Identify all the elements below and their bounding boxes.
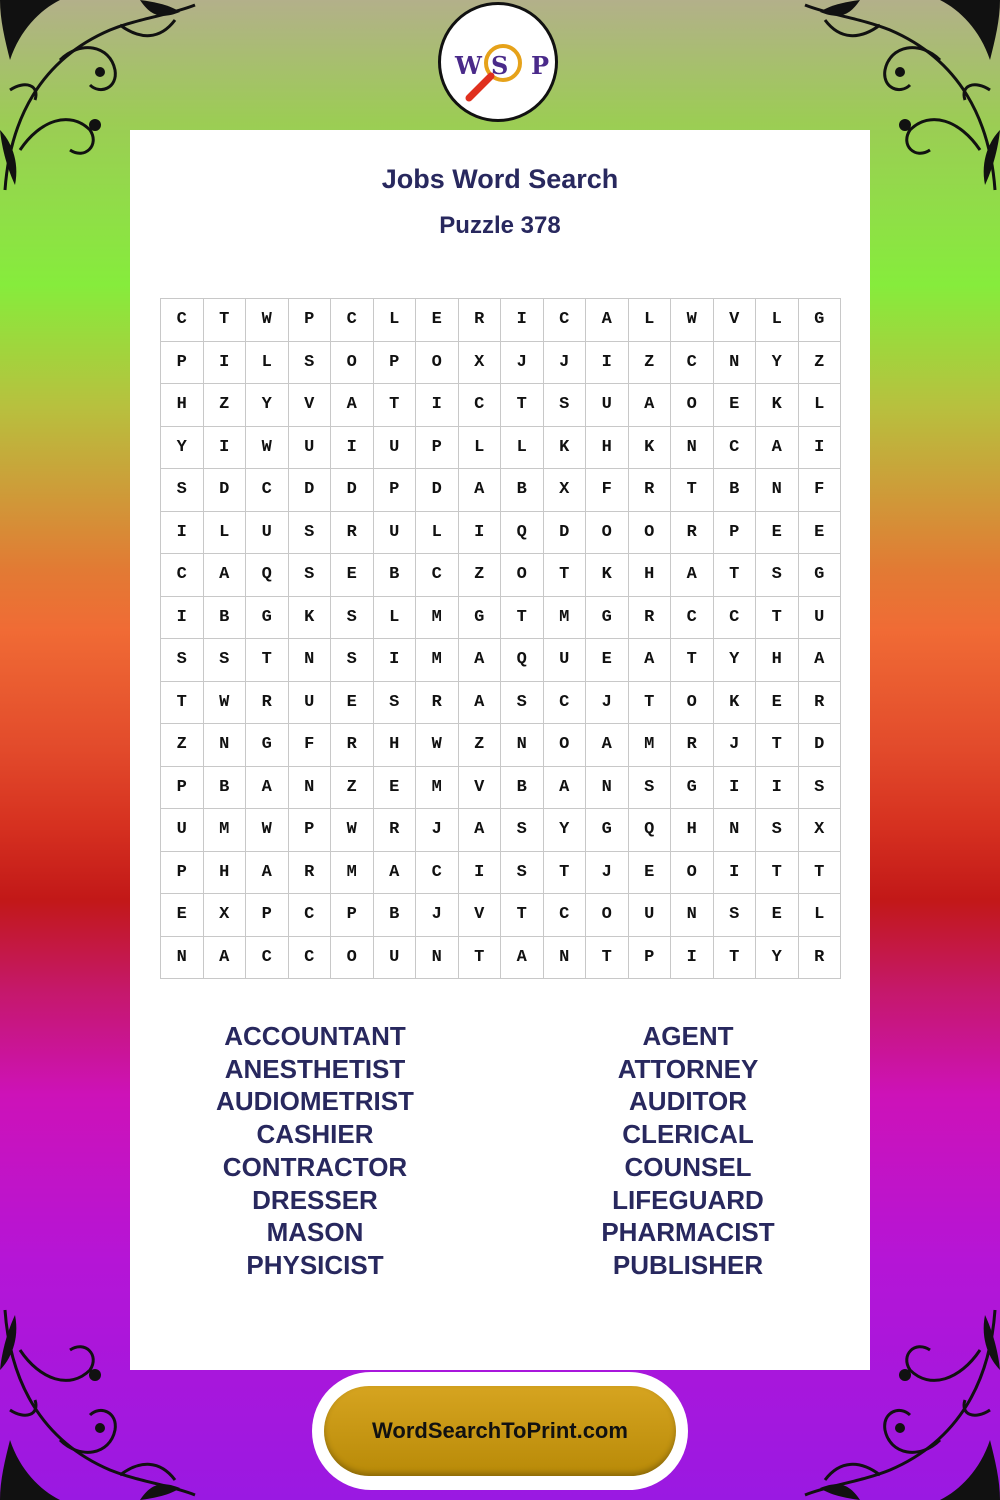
grid-cell[interactable]: C	[544, 299, 587, 342]
grid-cell[interactable]: N	[671, 894, 714, 937]
grid-cell[interactable]: W	[246, 427, 289, 470]
grid-cell[interactable]: N	[544, 937, 587, 980]
grid-cell[interactable]: J	[586, 852, 629, 895]
logo-letter-p: P	[531, 51, 550, 80]
grid-cell[interactable]: S	[501, 852, 544, 895]
grid-cell[interactable]: J	[501, 342, 544, 385]
grid-cell[interactable]: K	[629, 427, 672, 470]
grid-cell[interactable]: M	[416, 639, 459, 682]
grid-cell[interactable]: S	[629, 767, 672, 810]
grid-cell[interactable]: T	[629, 682, 672, 725]
grid-cell[interactable]: U	[246, 512, 289, 555]
grid-cell[interactable]: C	[714, 427, 757, 470]
grid-cell[interactable]: U	[544, 639, 587, 682]
grid-cell[interactable]: Z	[459, 554, 502, 597]
grid-cell[interactable]: N	[161, 937, 204, 980]
grid-cell[interactable]: I	[161, 512, 204, 555]
grid-cell[interactable]: N	[289, 767, 332, 810]
grid-cell[interactable]: B	[501, 469, 544, 512]
grid-cell[interactable]: E	[756, 512, 799, 555]
grid-cell[interactable]: P	[161, 342, 204, 385]
grid-cell[interactable]: E	[331, 682, 374, 725]
grid-cell[interactable]: Z	[204, 384, 247, 427]
grid-cell[interactable]: S	[756, 554, 799, 597]
grid-cell[interactable]: I	[799, 427, 842, 470]
grid-cell[interactable]: X	[544, 469, 587, 512]
grid-cell[interactable]: C	[246, 937, 289, 980]
grid-cell[interactable]: A	[246, 852, 289, 895]
puzzle-title: Jobs Word Search	[381, 164, 619, 194]
grid-cell[interactable]: N	[714, 809, 757, 852]
grid-cell[interactable]: Q	[501, 512, 544, 555]
grid-cell[interactable]: A	[544, 767, 587, 810]
grid-cell[interactable]: A	[799, 639, 842, 682]
grid-cell[interactable]: P	[289, 299, 332, 342]
grid-cell[interactable]: T	[544, 554, 587, 597]
grid-cell[interactable]: H	[671, 809, 714, 852]
grid-cell[interactable]: R	[671, 512, 714, 555]
grid-cell[interactable]: M	[204, 809, 247, 852]
grid-cell[interactable]: L	[374, 597, 417, 640]
grid-cell[interactable]: Z	[459, 724, 502, 767]
grid-cell[interactable]: P	[629, 937, 672, 980]
grid-cell[interactable]: C	[416, 852, 459, 895]
grid-cell[interactable]: I	[161, 597, 204, 640]
grid-cell[interactable]: B	[374, 554, 417, 597]
word-list-item: PUBLISHER	[612, 1249, 764, 1280]
grid-cell[interactable]: F	[799, 469, 842, 512]
grid-cell[interactable]: T	[756, 724, 799, 767]
grid-cell[interactable]: K	[544, 427, 587, 470]
word-list-item: MASON	[266, 1217, 364, 1248]
grid-cell[interactable]: O	[331, 937, 374, 980]
grid-cell[interactable]: L	[756, 299, 799, 342]
grid-cell[interactable]: R	[289, 852, 332, 895]
grid-cell[interactable]: U	[161, 809, 204, 852]
word-list-item: CONTRACTOR	[222, 1151, 408, 1182]
grid-cell[interactable]: H	[586, 427, 629, 470]
grid-cell[interactable]: R	[374, 809, 417, 852]
grid-cell[interactable]: D	[204, 469, 247, 512]
grid-cell[interactable]: T	[671, 639, 714, 682]
grid-cell[interactable]: U	[374, 937, 417, 980]
grid-cell[interactable]: N	[756, 469, 799, 512]
grid-cell[interactable]: O	[629, 512, 672, 555]
grid-cell[interactable]: V	[459, 767, 502, 810]
grid-cell[interactable]: W	[204, 682, 247, 725]
grid-cell[interactable]: M	[416, 767, 459, 810]
grid-cell[interactable]: I	[501, 299, 544, 342]
grid-cell[interactable]: G	[586, 809, 629, 852]
grid-cell[interactable]: N	[586, 767, 629, 810]
grid-cell[interactable]: Y	[246, 384, 289, 427]
grid-cell[interactable]: Z	[799, 342, 842, 385]
grid-cell[interactable]: L	[501, 427, 544, 470]
grid-cell[interactable]: S	[289, 342, 332, 385]
grid-cell[interactable]: G	[246, 724, 289, 767]
grid-cell[interactable]: R	[799, 937, 842, 980]
word-list-item: COUNSEL	[624, 1151, 752, 1182]
grid-cell[interactable]: C	[289, 937, 332, 980]
grid-cell[interactable]: P	[416, 427, 459, 470]
word-list-item: AUDIOMETRIST	[216, 1086, 414, 1117]
grid-cell[interactable]: E	[756, 682, 799, 725]
word-list-item: AUDITOR	[629, 1086, 747, 1117]
grid-cell[interactable]: F	[586, 469, 629, 512]
grid-cell[interactable]: T	[799, 852, 842, 895]
grid-cell[interactable]: L	[629, 299, 672, 342]
grid-cell[interactable]: Y	[756, 342, 799, 385]
grid-cell[interactable]: U	[374, 427, 417, 470]
grid-cell[interactable]: T	[501, 384, 544, 427]
grid-cell[interactable]: S	[799, 767, 842, 810]
grid-cell[interactable]: S	[756, 809, 799, 852]
grid-cell[interactable]: T	[671, 469, 714, 512]
grid-cell[interactable]: J	[586, 682, 629, 725]
grid-cell[interactable]: V	[714, 299, 757, 342]
grid-cell[interactable]: G	[459, 597, 502, 640]
site-logo[interactable]	[438, 2, 558, 122]
grid-cell[interactable]: O	[331, 342, 374, 385]
word-list-item: ACCOUNTANT	[224, 1021, 406, 1051]
grid-cell[interactable]: B	[714, 469, 757, 512]
word-list-item: ANESTHETIST	[224, 1053, 406, 1084]
grid-cell[interactable]: W	[416, 724, 459, 767]
grid-cell[interactable]: G	[586, 597, 629, 640]
grid-cell[interactable]: T	[161, 682, 204, 725]
grid-cell[interactable]: C	[671, 597, 714, 640]
grid-cell[interactable]: I	[671, 937, 714, 980]
grid-cell[interactable]: A	[459, 469, 502, 512]
word-list-item: LIFEGUARD	[612, 1184, 764, 1215]
grid-cell[interactable]: A	[459, 809, 502, 852]
grid-cell[interactable]: I	[204, 342, 247, 385]
grid-cell[interactable]: Y	[544, 809, 587, 852]
grid-cell[interactable]: J	[544, 342, 587, 385]
grid-cell[interactable]: M	[331, 852, 374, 895]
word-list-item: CASHIER	[256, 1119, 374, 1150]
grid-cell[interactable]: E	[374, 767, 417, 810]
grid-cell[interactable]: M	[629, 724, 672, 767]
grid-cell[interactable]: T	[459, 937, 502, 980]
grid-cell[interactable]: K	[289, 597, 332, 640]
grid-cell[interactable]: K	[586, 554, 629, 597]
letter-grid	[160, 298, 841, 979]
grid-cell[interactable]: W	[246, 809, 289, 852]
grid-cell[interactable]: A	[586, 299, 629, 342]
grid-cell[interactable]: K	[714, 682, 757, 725]
grid-cell[interactable]: F	[289, 724, 332, 767]
grid-cell[interactable]: G	[246, 597, 289, 640]
grid-cell[interactable]: E	[714, 384, 757, 427]
grid-cell[interactable]: A	[204, 937, 247, 980]
grid-cell[interactable]: T	[756, 597, 799, 640]
grid-cell[interactable]: V	[289, 384, 332, 427]
grid-cell[interactable]: N	[714, 342, 757, 385]
grid-cell[interactable]: O	[586, 894, 629, 937]
grid-cell[interactable]: R	[416, 682, 459, 725]
word-list-item: CLERICAL	[622, 1119, 754, 1150]
grid-cell[interactable]: J	[416, 894, 459, 937]
grid-cell[interactable]: L	[416, 512, 459, 555]
grid-cell[interactable]: X	[799, 809, 842, 852]
logo-letter-s: S	[491, 51, 509, 80]
grid-cell[interactable]: Z	[629, 342, 672, 385]
grid-cell[interactable]: N	[289, 639, 332, 682]
grid-cell[interactable]: P	[161, 767, 204, 810]
puzzle-number: Puzzle 378	[439, 212, 561, 239]
grid-cell[interactable]: R	[331, 512, 374, 555]
word-list-item: AGENT	[642, 1021, 734, 1051]
grid-cell[interactable]: Q	[629, 809, 672, 852]
grid-cell[interactable]: A	[331, 384, 374, 427]
grid-cell[interactable]: I	[756, 767, 799, 810]
grid-cell[interactable]: U	[289, 682, 332, 725]
grid-cell[interactable]: A	[459, 639, 502, 682]
grid-cell[interactable]: C	[246, 469, 289, 512]
grid-cell[interactable]: T	[204, 299, 247, 342]
grid-cell[interactable]: E	[416, 299, 459, 342]
word-list-item: DRESSER	[252, 1184, 378, 1215]
grid-cell[interactable]: C	[289, 894, 332, 937]
grid-cell[interactable]: S	[714, 894, 757, 937]
grid-cell[interactable]: S	[501, 682, 544, 725]
grid-cell[interactable]: E	[331, 554, 374, 597]
grid-cell[interactable]: T	[501, 894, 544, 937]
grid-cell[interactable]: G	[671, 767, 714, 810]
grid-cell[interactable]: I	[459, 512, 502, 555]
grid-cell[interactable]: H	[204, 852, 247, 895]
grid-cell[interactable]: H	[629, 554, 672, 597]
grid-cell[interactable]: A	[246, 767, 289, 810]
grid-cell[interactable]: I	[204, 427, 247, 470]
grid-cell[interactable]: B	[204, 767, 247, 810]
grid-cell[interactable]: I	[714, 852, 757, 895]
grid-cell[interactable]: Q	[501, 639, 544, 682]
grid-cell[interactable]: S	[204, 639, 247, 682]
grid-cell[interactable]: A	[629, 384, 672, 427]
grid-cell[interactable]: A	[374, 852, 417, 895]
grid-cell[interactable]: A	[586, 724, 629, 767]
website-button[interactable]	[324, 1386, 676, 1476]
grid-cell[interactable]: L	[799, 384, 842, 427]
grid-cell[interactable]: M	[416, 597, 459, 640]
grid-cell[interactable]: E	[586, 639, 629, 682]
grid-cell[interactable]: T	[374, 384, 417, 427]
grid-cell[interactable]: J	[714, 724, 757, 767]
grid-cell[interactable]: C	[544, 682, 587, 725]
grid-cell[interactable]: L	[246, 342, 289, 385]
grid-cell[interactable]: L	[374, 299, 417, 342]
grid-cell[interactable]: W	[246, 299, 289, 342]
word-list-item: PHARMACIST	[601, 1217, 775, 1248]
grid-cell[interactable]: S	[289, 512, 332, 555]
grid-cell[interactable]: S	[331, 597, 374, 640]
grid-cell[interactable]: D	[331, 469, 374, 512]
grid-cell[interactable]: P	[374, 342, 417, 385]
grid-cell[interactable]: R	[629, 597, 672, 640]
grid-cell[interactable]: R	[671, 724, 714, 767]
grid-cell[interactable]: I	[714, 767, 757, 810]
grid-cell[interactable]: I	[586, 342, 629, 385]
footer-badge	[312, 1372, 688, 1490]
grid-cell[interactable]: L	[459, 427, 502, 470]
grid-cell[interactable]: L	[799, 894, 842, 937]
grid-cell[interactable]: J	[416, 809, 459, 852]
grid-cell[interactable]: B	[204, 597, 247, 640]
grid-cell[interactable]: Y	[161, 427, 204, 470]
grid-cell[interactable]: E	[161, 894, 204, 937]
grid-cell[interactable]: R	[331, 724, 374, 767]
grid-cell[interactable]: T	[246, 639, 289, 682]
grid-cell[interactable]: A	[671, 554, 714, 597]
grid-cell[interactable]: X	[204, 894, 247, 937]
grid-cell[interactable]: I	[459, 852, 502, 895]
grid-cell[interactable]: P	[289, 809, 332, 852]
grid-cell[interactable]: X	[459, 342, 502, 385]
grid-cell[interactable]: Y	[756, 937, 799, 980]
grid-cell[interactable]: U	[586, 384, 629, 427]
word-list-left	[130, 1020, 500, 1282]
grid-cell[interactable]: C	[416, 554, 459, 597]
grid-cell[interactable]: T	[714, 937, 757, 980]
grid-cell[interactable]: P	[161, 852, 204, 895]
grid-cell[interactable]: S	[331, 639, 374, 682]
grid-cell[interactable]: G	[799, 299, 842, 342]
grid-cell[interactable]: U	[289, 427, 332, 470]
word-list-right	[503, 1020, 873, 1282]
grid-cell[interactable]: P	[374, 469, 417, 512]
grid-cell[interactable]: G	[799, 554, 842, 597]
grid-cell[interactable]: L	[204, 512, 247, 555]
grid-cell[interactable]: P	[246, 894, 289, 937]
grid-cell[interactable]: T	[586, 937, 629, 980]
grid-cell[interactable]: H	[756, 639, 799, 682]
grid-cell[interactable]: E	[756, 894, 799, 937]
grid-cell[interactable]: A	[204, 554, 247, 597]
grid-cell[interactable]: A	[756, 427, 799, 470]
grid-cell[interactable]: I	[416, 384, 459, 427]
grid-cell[interactable]: S	[161, 639, 204, 682]
grid-cell[interactable]: A	[629, 639, 672, 682]
grid-cell[interactable]: O	[416, 342, 459, 385]
grid-cell[interactable]: V	[459, 894, 502, 937]
grid-cell[interactable]: Y	[714, 639, 757, 682]
grid-cell[interactable]: C	[161, 554, 204, 597]
grid-cell[interactable]: C	[459, 384, 502, 427]
grid-cell[interactable]: B	[501, 767, 544, 810]
grid-cell[interactable]: I	[331, 427, 374, 470]
grid-cell[interactable]: O	[544, 724, 587, 767]
grid-cell[interactable]: D	[544, 512, 587, 555]
grid-cell[interactable]: T	[544, 852, 587, 895]
word-list-item: ATTORNEY	[617, 1053, 759, 1084]
grid-cell[interactable]: O	[671, 384, 714, 427]
grid-cell[interactable]: R	[629, 469, 672, 512]
grid-cell[interactable]: C	[161, 299, 204, 342]
grid-cell[interactable]: C	[331, 299, 374, 342]
grid-cell[interactable]: S	[161, 469, 204, 512]
grid-cell[interactable]: W	[671, 299, 714, 342]
grid-cell[interactable]: O	[671, 682, 714, 725]
website-label: WordSearchToPrint.com	[372, 1418, 628, 1443]
grid-cell[interactable]: C	[714, 597, 757, 640]
grid-cell[interactable]: I	[374, 639, 417, 682]
grid-cell[interactable]: Z	[331, 767, 374, 810]
grid-cell[interactable]: W	[331, 809, 374, 852]
grid-cell[interactable]: S	[544, 384, 587, 427]
grid-cell[interactable]: N	[501, 724, 544, 767]
grid-cell[interactable]: N	[416, 937, 459, 980]
grid-cell[interactable]: E	[629, 852, 672, 895]
grid-cell[interactable]: D	[289, 469, 332, 512]
grid-cell[interactable]: A	[501, 937, 544, 980]
grid-cell[interactable]: B	[374, 894, 417, 937]
grid-cell[interactable]: D	[416, 469, 459, 512]
grid-cell[interactable]: U	[799, 597, 842, 640]
grid-cell[interactable]: N	[204, 724, 247, 767]
word-list-item: PHYSICIST	[246, 1249, 384, 1280]
grid-cell[interactable]: O	[671, 852, 714, 895]
logo-letter-w: W	[455, 51, 482, 80]
grid-cell[interactable]: O	[501, 554, 544, 597]
puzzle-sheet	[130, 130, 870, 1370]
grid-cell[interactable]: T	[756, 852, 799, 895]
grid-cell[interactable]: Q	[246, 554, 289, 597]
grid-cell[interactable]: T	[714, 554, 757, 597]
grid-cell[interactable]: R	[246, 682, 289, 725]
grid-cell[interactable]: R	[799, 682, 842, 725]
grid-cell[interactable]: P	[331, 894, 374, 937]
grid-cell[interactable]: A	[459, 682, 502, 725]
grid-cell[interactable]: E	[799, 512, 842, 555]
grid-cell[interactable]: H	[374, 724, 417, 767]
grid-cell[interactable]: S	[374, 682, 417, 725]
grid-cell[interactable]: C	[544, 894, 587, 937]
grid-cell[interactable]: N	[671, 427, 714, 470]
grid-cell[interactable]: M	[544, 597, 587, 640]
grid-cell[interactable]: D	[799, 724, 842, 767]
grid-cell[interactable]: P	[714, 512, 757, 555]
grid-cell[interactable]: C	[671, 342, 714, 385]
grid-cell[interactable]: K	[756, 384, 799, 427]
grid-cell[interactable]: T	[501, 597, 544, 640]
grid-cell[interactable]: S	[289, 554, 332, 597]
grid-cell[interactable]: R	[459, 299, 502, 342]
grid-cell[interactable]: Z	[161, 724, 204, 767]
grid-cell[interactable]: U	[374, 512, 417, 555]
grid-cell[interactable]: H	[161, 384, 204, 427]
grid-cell[interactable]: U	[629, 894, 672, 937]
grid-cell[interactable]: S	[501, 809, 544, 852]
grid-cell[interactable]: O	[586, 512, 629, 555]
